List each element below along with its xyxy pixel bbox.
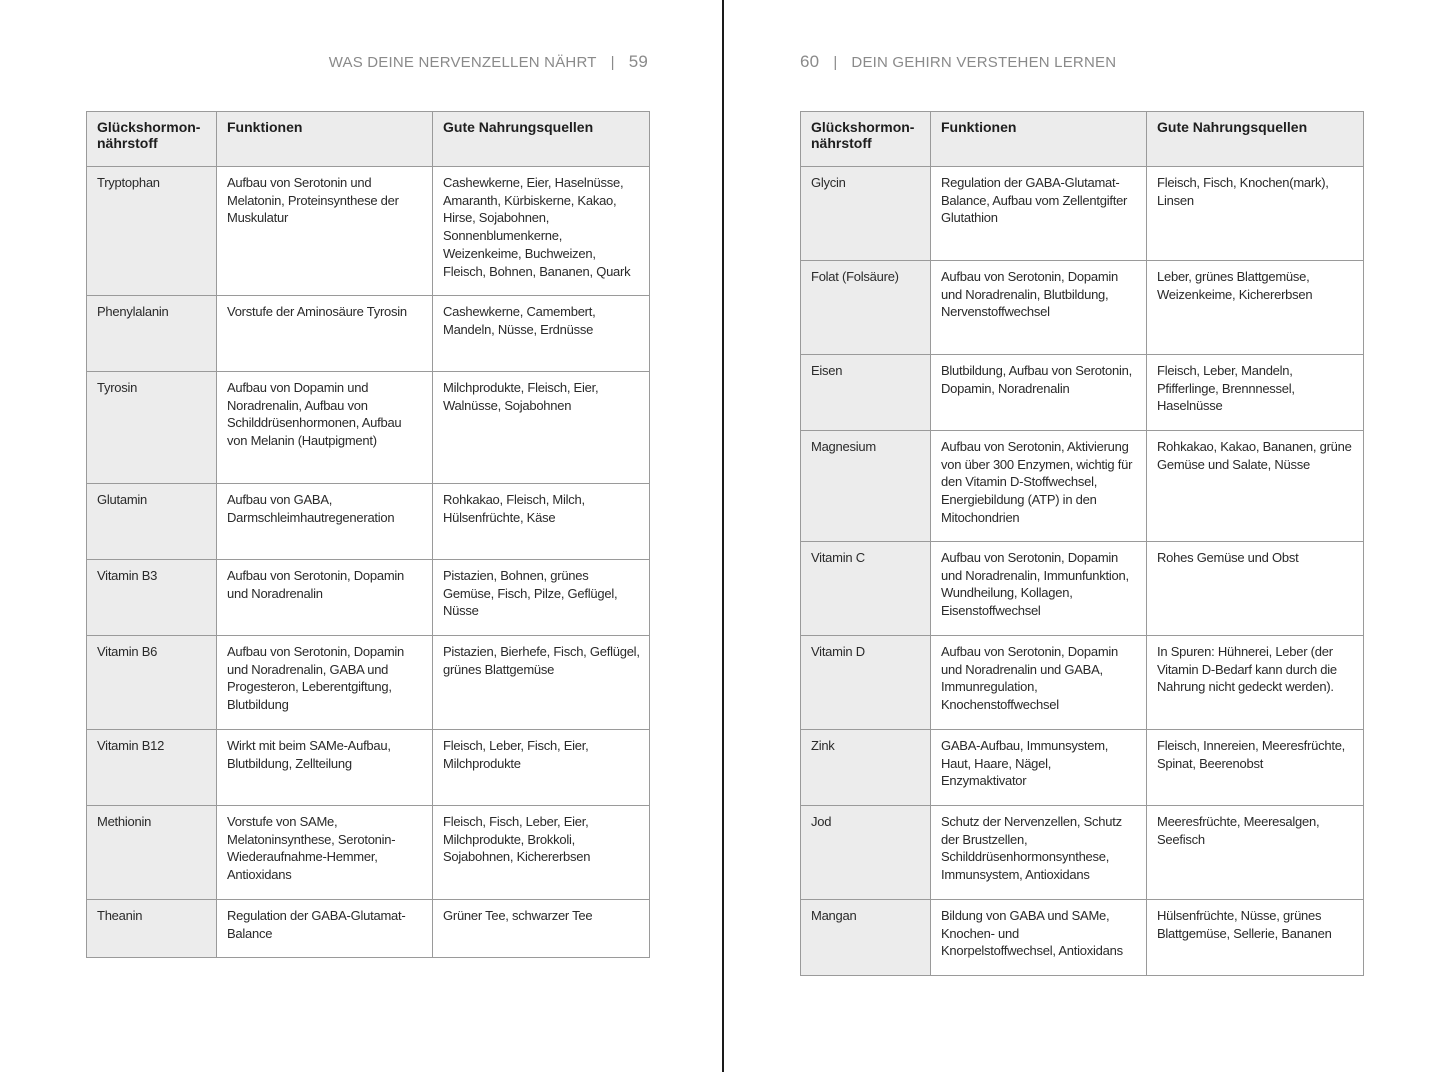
table-row <box>801 636 1364 730</box>
nutrient-functions: Aufbau von Serotonin, Dopamin und Noradrenalin, Blutbildung, Nervenstoffwechsel <box>931 261 1147 355</box>
nutrient-functions: Aufbau von Serotonin, Dopamin und Noradrenalin, GABA und Progesteron, Leberentgiftung, Blutbildung <box>217 636 433 730</box>
nutrient-sources: Pistazien, Bierhefe, Fisch, Geflügel, grünes Blattgemüse <box>433 636 650 730</box>
nutrient-name: Glutamin <box>87 484 217 560</box>
nutrient-name: Jod <box>801 806 931 900</box>
nutrient-name: Glycin <box>801 167 931 261</box>
nutrient-name: Vitamin B6 <box>87 636 217 730</box>
nutrient-name: Vitamin B3 <box>87 560 217 636</box>
nutrient-functions: Aufbau von Serotonin und Melatonin, Proteinsynthese der Muskulatur <box>217 167 433 296</box>
nutrient-sources: Leber, grünes Blattgemüse, Weizenkeime, Kichererbsen <box>1147 261 1364 355</box>
nutrient-name: Zink <box>801 730 931 806</box>
column-header-nutrient: Glückshormon- nährstoff <box>87 112 217 167</box>
nutrient-sources: Rohes Gemüse und Obst <box>1147 542 1364 636</box>
table-row <box>801 431 1364 542</box>
nutrient-sources: Fleisch, Leber, Mandeln, Pfifferlinge, Brennnessel, Haselnüsse <box>1147 355 1364 431</box>
nutrient-sources: Cashewkerne, Eier, Haselnüsse, Amaranth, Kürbiskerne, Kakao, Hirse, Sojabohnen, Sonnenblumenkerne, Weizenkeime, Buchweizen, Fleisch, Bohnen, Bananen, Quark <box>433 167 650 296</box>
nutrient-sources: Fleisch, Innereien, Meeresfrüchte, Spinat, Beerenobst <box>1147 730 1364 806</box>
column-header-sources: Gute Nahrungsquellen <box>433 112 650 167</box>
table-header-row <box>87 112 650 167</box>
table-row <box>801 806 1364 900</box>
nutrient-sources: Cashewkerne, Camembert, Mandeln, Nüsse, Erdnüsse <box>433 296 650 372</box>
nutrient-name: Methionin <box>87 806 217 900</box>
chapter-title: DEIN GEHIRN VERSTEHEN LERNEN <box>851 54 1117 71</box>
table-row <box>87 730 650 806</box>
table-row <box>801 730 1364 806</box>
table-row <box>801 355 1364 431</box>
table-row <box>87 560 650 636</box>
nutrient-sources: Pistazien, Bohnen, grünes Gemüse, Fisch, Pilze, Geflügel, Nüsse <box>433 560 650 636</box>
nutrient-functions: Blutbildung, Aufbau von Serotonin, Dopamin, Noradrenalin <box>931 355 1147 431</box>
nutrient-name: Eisen <box>801 355 931 431</box>
nutrient-functions: Aufbau von Serotonin, Dopamin und Noradrenalin und GABA, Immunregulation, Knochenstoffwechsel <box>931 636 1147 730</box>
page-number: 60 <box>800 52 820 71</box>
nutrient-sources: Grüner Tee, schwarzer Tee <box>433 900 650 958</box>
nutrient-functions: Aufbau von Serotonin, Dopamin und Noradrenalin, Immunfunktion, Wundheilung, Kollagen, Eisenstoffwechsel <box>931 542 1147 636</box>
nutrient-table-right <box>800 111 1364 976</box>
nutrient-name: Theanin <box>87 900 217 958</box>
nutrient-functions: Schutz der Nervenzellen, Schutz der Brustzellen, Schilddrüsenhormonsynthese, Immunsystem, Antioxidans <box>931 806 1147 900</box>
nutrient-functions: GABA-Aufbau, Immunsystem, Haut, Haare, Nägel, Enzymaktivator <box>931 730 1147 806</box>
header-separator: | <box>610 54 615 71</box>
column-header-functions: Funktionen <box>931 112 1147 167</box>
nutrient-name: Phenylalanin <box>87 296 217 372</box>
nutrient-functions: Aufbau von Dopamin und Noradrenalin, Aufbau von Schilddrüsenhormonen, Aufbau von Melanin (Hautpigment) <box>217 372 433 484</box>
nutrient-sources: Rohkakao, Fleisch, Milch, Hülsenfrüchte, Käse <box>433 484 650 560</box>
nutrient-functions: Regulation der GABA-Glutamat-Balance, Aufbau vom Zellentgifter Glutathion <box>931 167 1147 261</box>
table-row <box>801 900 1364 976</box>
nutrient-functions: Aufbau von Serotonin, Dopamin und Noradrenalin <box>217 560 433 636</box>
running-head-left <box>329 52 648 72</box>
nutrient-name: Magnesium <box>801 431 931 542</box>
nutrient-functions: Vorstufe der Aminosäure Tyrosin <box>217 296 433 372</box>
nutrient-table-left <box>86 111 650 958</box>
nutrient-name: Vitamin D <box>801 636 931 730</box>
table-row <box>801 542 1364 636</box>
table-row <box>87 167 650 296</box>
column-header-functions: Funktionen <box>217 112 433 167</box>
column-header-nutrient: Glückshormon- nährstoff <box>801 112 931 167</box>
nutrient-functions: Aufbau von Serotonin, Aktivierung von über 300 Enzymen, wichtig für den Vitamin D-Stoffwechsel, Energiebildung (ATP) in den Mitochondrien <box>931 431 1147 542</box>
nutrient-name: Tryptophan <box>87 167 217 296</box>
header-separator: | <box>833 54 838 71</box>
table-row <box>87 372 650 484</box>
nutrient-name: Vitamin B12 <box>87 730 217 806</box>
nutrient-functions: Regulation der GABA-Glutamat-Balance <box>217 900 433 958</box>
page-number: 59 <box>628 52 648 71</box>
nutrient-name: Folat (Folsäure) <box>801 261 931 355</box>
nutrient-sources: Fleisch, Leber, Fisch, Eier, Milchprodukte <box>433 730 650 806</box>
table-row <box>87 636 650 730</box>
table-row <box>87 806 650 900</box>
nutrient-name: Mangan <box>801 900 931 976</box>
table-row <box>801 167 1364 261</box>
nutrient-sources: Rohkakao, Kakao, Bananen, grüne Gemüse und Salate, Nüsse <box>1147 431 1364 542</box>
nutrient-name: Tyrosin <box>87 372 217 484</box>
table-row <box>87 484 650 560</box>
nutrient-sources: Fleisch, Fisch, Knochen(mark), Linsen <box>1147 167 1364 261</box>
nutrient-sources: Meeresfrüchte, Meeresalgen, Seefisch <box>1147 806 1364 900</box>
nutrient-functions: Bildung von GABA und SAMe, Knochen- und Knorpelstoffwechsel, Antioxidans <box>931 900 1147 976</box>
nutrient-sources: Fleisch, Fisch, Leber, Eier, Milchprodukte, Brokkoli, Sojabohnen, Kichererbsen <box>433 806 650 900</box>
page-gutter <box>722 0 724 1072</box>
nutrient-sources: Milchprodukte, Fleisch, Eier, Walnüsse, Sojabohnen <box>433 372 650 484</box>
table-row <box>801 261 1364 355</box>
chapter-title: WAS DEINE NERVENZELLEN NÄHRT <box>328 54 597 71</box>
table-row <box>87 296 650 372</box>
nutrient-sources: Hülsenfrüchte, Nüsse, grünes Blattgemüse, Sellerie, Bananen <box>1147 900 1364 976</box>
nutrient-functions: Vorstufe von SAMe, Melatoninsynthese, Serotonin-Wiederaufnahme-Hemmer, Antioxidans <box>217 806 433 900</box>
table-row <box>87 900 650 958</box>
nutrient-functions: Wirkt mit beim SAMe-Aufbau, Blutbildung, Zellteilung <box>217 730 433 806</box>
running-head-right <box>800 52 1116 72</box>
nutrient-functions: Aufbau von GABA, Darmschleimhautregeneration <box>217 484 433 560</box>
nutrient-sources: In Spuren: Hühnerei, Leber (der Vitamin D-Bedarf kann durch die Nahrung nicht gedeckt werden). <box>1147 636 1364 730</box>
column-header-sources: Gute Nahrungsquellen <box>1147 112 1364 167</box>
nutrient-name: Vitamin C <box>801 542 931 636</box>
table-header-row <box>801 112 1364 167</box>
